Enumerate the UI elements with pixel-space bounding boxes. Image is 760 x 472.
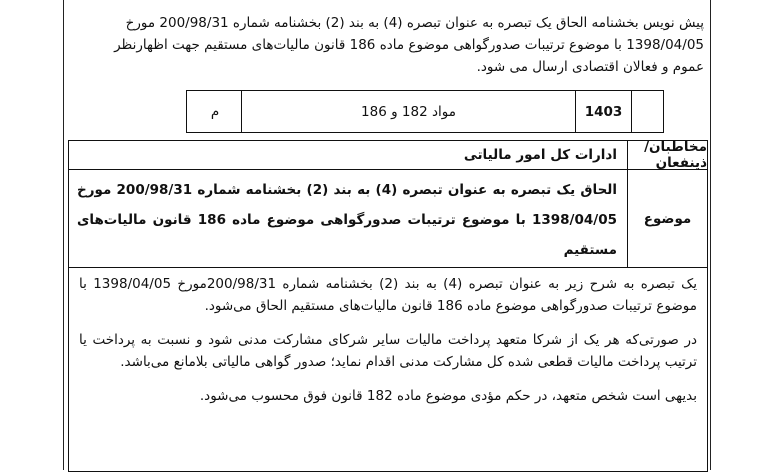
body-paragraph: بدیهی است شخص متعهد، در حکم مؤدی موضوع ماده 182 قانون فوق محسوب می‌شود. [199,388,697,404]
header-blank-cell [631,91,663,132]
body-paragraph: یک تبصره به شرح زیر به عنوان تبصره (4) به بند (2) بخشنامه شماره 200/98/31مورخ 1398/04/05 با موضوع ترتیبات صدورگواهی موضوع ماده 186 قانون مالیات‌های مستقیم الحاق می‌شود. [79,276,697,314]
page-border-right [710,0,711,470]
circular-body [69,268,707,407]
header-table [186,90,664,133]
circular-form [68,140,708,472]
body-paragraph: در صورتی‌که هر یک از شرکا متعهد پرداخت مالیات سایر شرکای مشارکت مدنی شود و نسبت به پرداخت یا ترتیب پرداخت مالیات قطعی شده کل مشارکت مدنی اقدام نماید؛ صدور گواهی مالیاتی بلامانع می‌باشد. [79,332,697,370]
audience-label: مخاطبان/ ذینفعان [627,141,707,169]
page-border-left [63,0,64,470]
circular-number: 1403 [575,91,631,132]
intro-text: پیش نویس بخشنامه الحاق یک تبصره به عنوان تبصره (4) به بند (2) بخشنامه شماره 200/98/31 مورخ 1398/04/05 با موضوع ترتیبات صدورگواهی موضوع ماده 186 قانون مالیات‌های مستقیم جهت اظهارنظر عموم و فعالان اقتصادی ارسال می شود. [114,15,704,75]
subject-value: الحاق یک تبصره به عنوان تبصره (4) به بند (2) بخشنامه شماره 200/98/31 مورخ 1398/04/05 با موضوع ترتیبات صدورگواهی موضوع ماده 186 قانون مالیات‌های مستقیم [77,182,617,258]
audience-value: ادارات کل امور مالیاتی [463,147,617,163]
header-code: م [210,103,220,120]
header-subject: مواد 182 و 186 [241,91,575,132]
subject-label: موضوع [627,170,707,267]
audience-row [69,141,707,170]
subject-row [69,170,707,268]
